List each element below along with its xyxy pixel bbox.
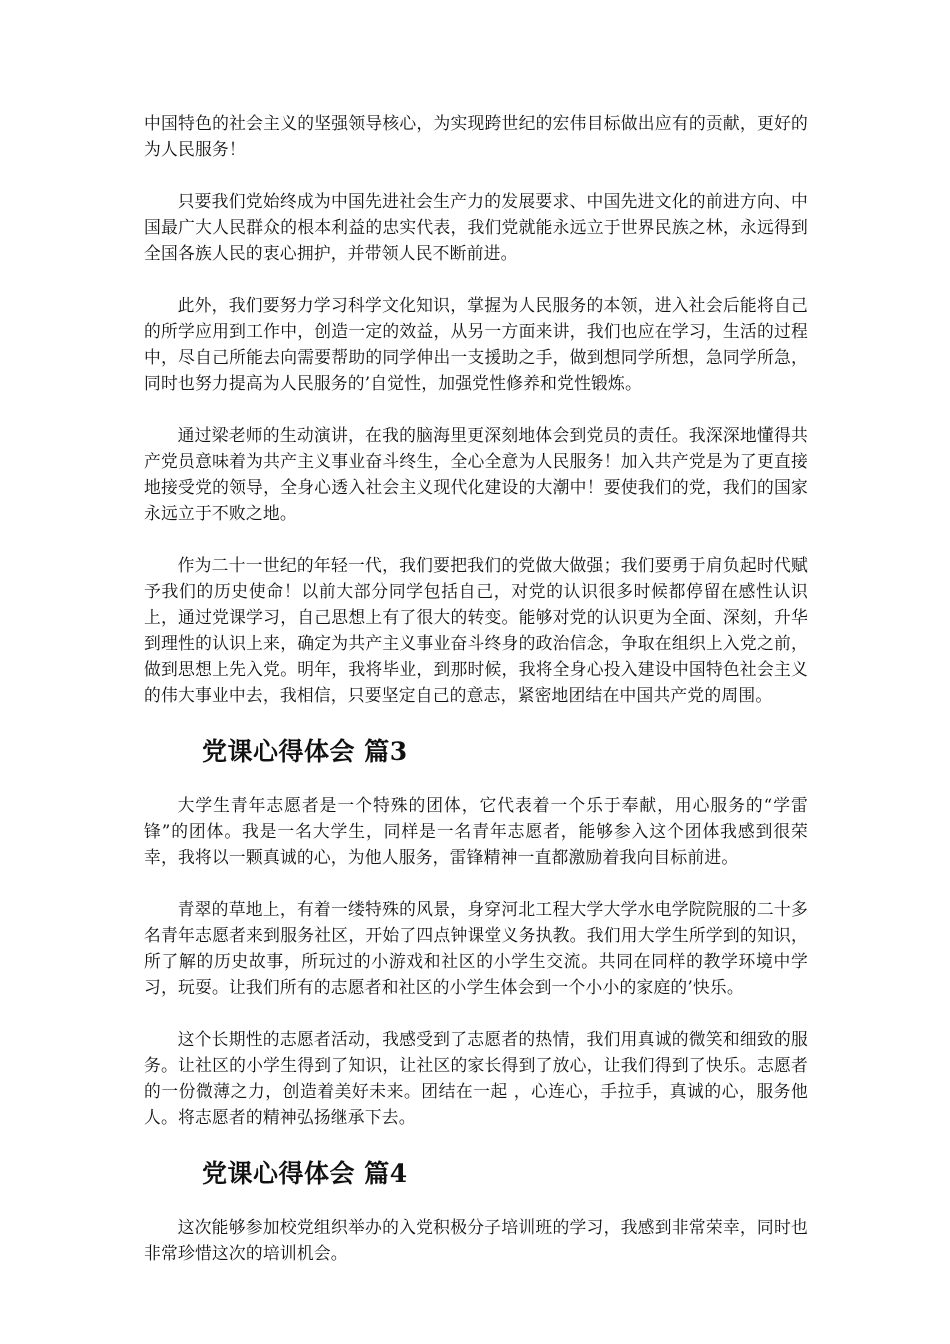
document-page xyxy=(144,110,808,1292)
paragraph: 只要我们党始终成为中国先进社会生产力的发展要求、中国先进文化的前进方向、中国最广大人民群众的根本利益的忠实代表，我们党就能永远立于世界民族之林，永远得到全国各族人民的衷心拥护，并带领人民不断前进。 xyxy=(144,191,808,263)
section-heading: 党课心得体会 篇4 xyxy=(202,1159,408,1188)
paragraph: 作为二十一世纪的年轻一代，我们要把我们的党做大做强；我们要勇于肩负起时代赋予我们的历史使命！以前大部分同学包括自己，对党的认识很多时候都停留在感性认识上，通过党课学习，自己思想上有了很大的转变。能够对党的认识更为全面、深刻，升华到理性的认识上来，确定为共产主义事业奋斗终身的政治信念，争取在组织上入党之前，做到思想上先入党。明年，我将毕业，到那时候，我将全身心投入建设中国特色社会主义的伟大事业中去，我相信，只要坚定自己的意志，紧密地团结在中国共产党的周围。 xyxy=(144,555,808,705)
paragraph: 大学生青年志愿者是一个特殊的团体，它代表着一个乐于奉献，用心服务的“学雷锋”的团体。我是一名大学生，同样是一名青年志愿者，能够参入这个团体我感到很荣幸，我将以一颗真诚的心，为他人服务，雷锋精神一直都激励着我向目标前进。 xyxy=(144,795,808,867)
paragraph: 青翠的草地上，有着一缕特殊的风景，身穿河北工程大学大学水电学院院服的二十多名青年志愿者来到服务社区，开始了四点钟课堂义务执教。我们用大学生所学到的知识，所了解的历史故事，所玩过的小游戏和社区的小学生交流。共同在同样的教学环境中学习，玩耍。让我们所有的志愿者和社区的小学生体会到一个小小的家庭的’快乐。 xyxy=(144,899,808,997)
paragraph: 这个长期性的志愿者活动，我感受到了志愿者的热情，我们用真诚的微笑和细致的服务。让社区的小学生得到了知识，让社区的家长得到了放心，让我们得到了快乐。志愿者的一份微薄之力，创造着美好未来。团结在一起 ，心连心，手拉手，真诚的心，服务他人。将志愿者的精神弘扬继承下去。 xyxy=(144,1029,808,1127)
paragraph: 通过梁老师的生动演讲，在我的脑海里更深刻地体会到党员的责任。我深深地懂得共产党员意味着为共产主义事业奋斗终生，全心全意为人民服务！加入共产党是为了更直接地接受党的领导，全身心透入社会主义现代化建设的大潮中！要使我们的党，我们的国家永远立于不败之地。 xyxy=(144,425,808,523)
paragraph: 中国特色的社会主义的坚强领导核心，为实现跨世纪的宏伟目标做出应有的贡献，更好的为人民服务！ xyxy=(144,113,808,159)
paragraph: 此外，我们要努力学习科学文化知识，掌握为人民服务的本领，进入社会后能将自己的所学应用到工作中，创造一定的效益，从另一方面来讲，我们也应在学习，生活的过程中，尽自己所能去向需要帮助的同学伸出一支援助之手，做到想同学所想，急同学所急，同时也努力提高为人民服务的’自觉性，加强党性修养和党性锻炼。 xyxy=(144,295,808,393)
section-heading: 党课心得体会 篇3 xyxy=(202,737,408,766)
paragraph: 这次能够参加校党组织举办的入党积极分子培训班的学习，我感到非常荣幸，同时也非常珍惜这次的培训机会。 xyxy=(144,1217,808,1263)
